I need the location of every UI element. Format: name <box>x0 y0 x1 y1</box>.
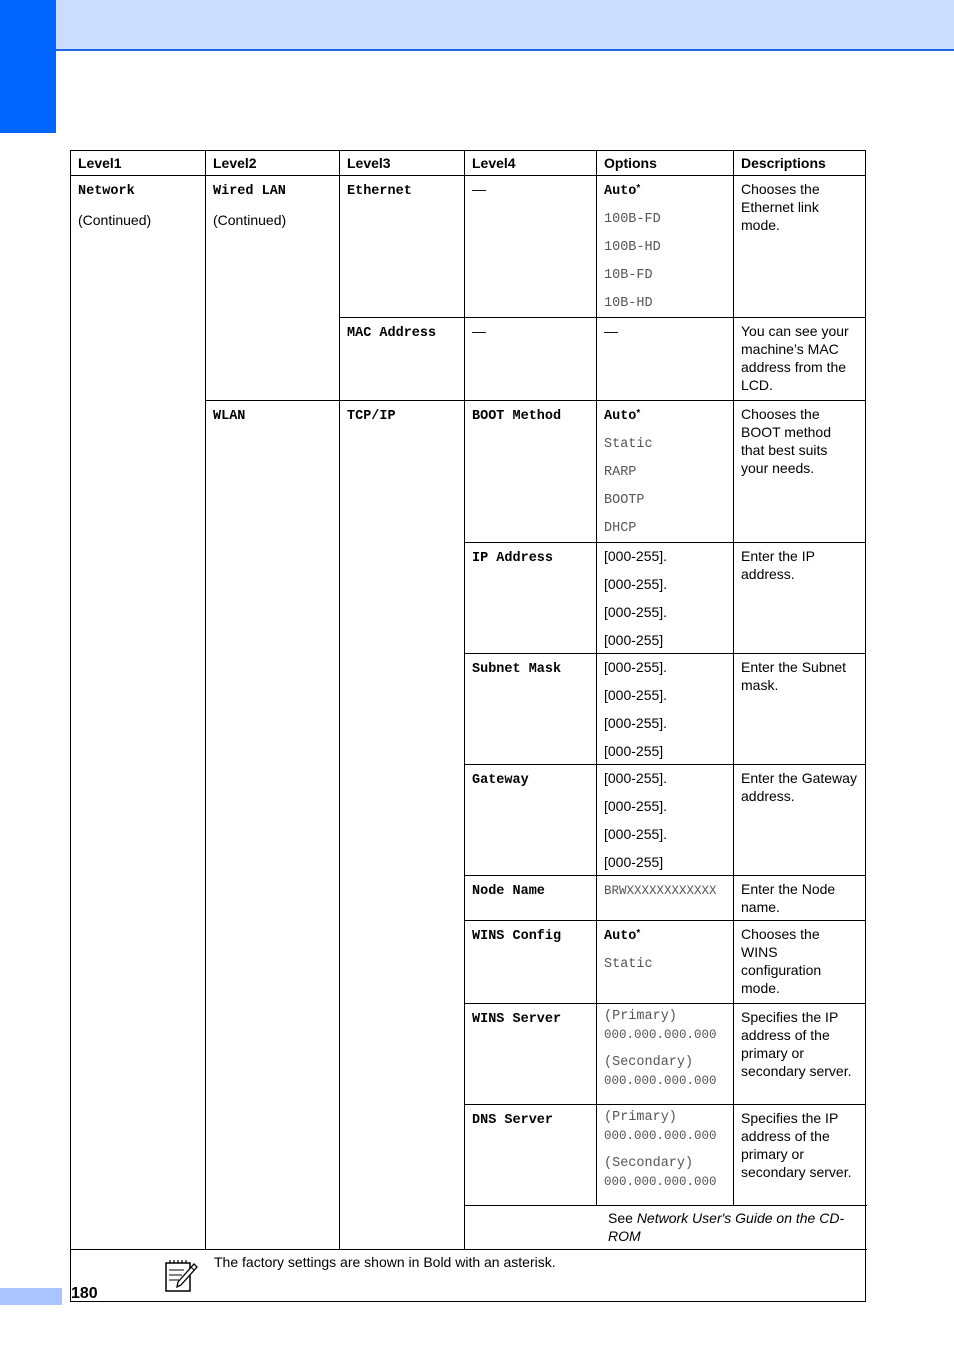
desc-winsserver: Specifies the IP address of the primary or secondary server. <box>734 1004 866 1105</box>
secondary-label: (Secondary) <box>604 1055 694 1070</box>
options-node: BRWXXXXXXXXXXXX <box>597 876 734 921</box>
note-pencil-icon <box>164 1259 200 1297</box>
footer-note-row <box>71 1250 866 1302</box>
level4-winsconfig: WINS Config <box>465 921 597 1004</box>
option: 100B-HD <box>604 240 661 255</box>
level3-mac: MAC Address <box>340 318 465 401</box>
header-level1: Level1 <box>71 151 206 176</box>
desc-node: Enter the Node name. <box>734 876 866 921</box>
settings-table <box>70 150 866 1302</box>
desc-mac: You can see your machine’s MAC address from the LCD. <box>734 318 866 401</box>
option: [000-255]. <box>604 687 668 703</box>
option: [000-255]. <box>604 659 668 675</box>
option: [000-255] <box>604 632 664 648</box>
table-row <box>71 176 866 318</box>
header-level3: Level3 <box>340 151 465 176</box>
options-winsserver <box>597 1004 734 1105</box>
level4-gateway: Gateway <box>465 765 597 876</box>
option: 10B-HD <box>604 296 653 311</box>
option: Static <box>604 437 653 452</box>
options-winsconfig: Auto* Static <box>597 921 734 1004</box>
primary-label: (Primary) <box>604 1110 677 1125</box>
primary-value: 000.000.000.000 <box>604 1129 717 1143</box>
header-options: Options <box>597 151 734 176</box>
level4-ethernet: — <box>465 176 597 318</box>
option: [000-255] <box>604 743 664 759</box>
options-subnet <box>597 654 734 765</box>
option: BOOTP <box>604 493 645 508</box>
note-cell <box>71 1250 866 1302</box>
guide-title: Network User's Guide on the CD-ROM <box>608 1210 845 1244</box>
option: DHCP <box>604 521 637 536</box>
option: [000-255]. <box>604 576 668 592</box>
option: 100B-FD <box>604 212 661 227</box>
page-number: 180 <box>71 1285 98 1302</box>
options-ethernet: Auto* 100B-FD 100B-HD 10B-FD 10B-HD <box>597 176 734 318</box>
option: [000-255] <box>604 854 664 870</box>
options-ip <box>597 543 734 654</box>
options-mac: — <box>597 318 734 401</box>
table-header-row <box>71 151 866 176</box>
option: [000-255]. <box>604 798 668 814</box>
secondary-label: (Secondary) <box>604 1156 694 1171</box>
secondary-value: 000.000.000.000 <box>604 1074 717 1088</box>
option: [000-255]. <box>604 715 668 731</box>
chapter-tab <box>0 0 56 133</box>
primary-label: (Primary) <box>604 1009 677 1024</box>
option: Static <box>604 957 653 972</box>
level2-wired-name: Wired LAN <box>213 184 286 199</box>
desc-subnet: Enter the Subnet mask. <box>734 654 866 765</box>
page-number-stripe <box>0 1288 62 1305</box>
options-boot: Auto* Static RARP BOOTP DHCP <box>597 401 734 543</box>
see-guide-cell <box>465 1206 866 1250</box>
header-band <box>0 0 954 51</box>
see-prefix: See <box>608 1210 637 1226</box>
option: RARP <box>604 465 637 480</box>
level4-dns: DNS Server <box>465 1105 597 1206</box>
level3-tcpip-cell: TCP/IP <box>340 401 465 1250</box>
option-default: Auto <box>604 184 637 199</box>
note-text: The factory settings are shown in Bold with an asterisk. <box>214 1254 556 1270</box>
option: [000-255]. <box>604 770 668 786</box>
desc-dns: Specifies the IP address of the primary or secondary server. <box>734 1105 866 1206</box>
level4-boot: BOOT Method <box>465 401 597 543</box>
level2-wlan-cell: WLAN <box>206 401 340 1250</box>
header-level2: Level2 <box>206 151 340 176</box>
level4-subnet: Subnet Mask <box>465 654 597 765</box>
level4-ip: IP Address <box>465 543 597 654</box>
secondary-value: 000.000.000.000 <box>604 1175 717 1189</box>
option-default: Auto <box>604 929 637 944</box>
option: 10B-FD <box>604 268 653 283</box>
level4-mac: — <box>465 318 597 401</box>
level1-cell <box>71 176 206 1250</box>
desc-ip: Enter the IP address. <box>734 543 866 654</box>
header-descriptions: Descriptions <box>734 151 866 176</box>
option: [000-255]. <box>604 826 668 842</box>
level2-wired-cell <box>206 176 340 401</box>
desc-winsconfig: Chooses the WINS configuration mode. <box>734 921 866 1004</box>
desc-gateway: Enter the Gateway address. <box>734 765 866 876</box>
primary-value: 000.000.000.000 <box>604 1028 717 1042</box>
header-level4: Level4 <box>465 151 597 176</box>
level1-name: Network <box>78 184 135 199</box>
option: [000-255]. <box>604 548 668 564</box>
desc-ethernet: Chooses the Ethernet link mode. <box>734 176 866 318</box>
level3-ethernet: Ethernet <box>340 176 465 318</box>
level4-node: Node Name <box>465 876 597 921</box>
options-gateway <box>597 765 734 876</box>
level2-wired-continued: (Continued) <box>213 212 287 228</box>
option-default: Auto <box>604 409 637 424</box>
level1-continued: (Continued) <box>78 212 152 228</box>
level4-winsserver: WINS Server <box>465 1004 597 1105</box>
desc-boot: Chooses the BOOT method that best suits your needs. <box>734 401 866 543</box>
option: [000-255]. <box>604 604 668 620</box>
options-dns <box>597 1105 734 1206</box>
